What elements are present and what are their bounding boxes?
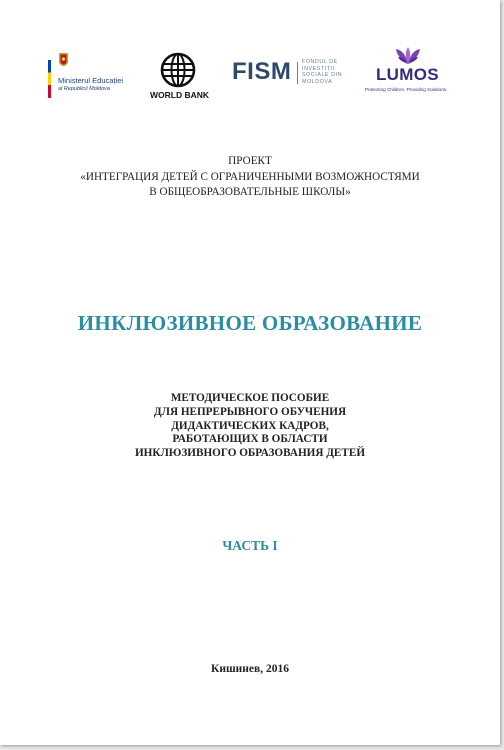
subtitle-line-5: ИНКЛЮЗИВНОГО ОБРАЗОВАНИЯ ДЕТЕЙ bbox=[134, 447, 366, 460]
ministry-country: al Republicii Moldova bbox=[58, 86, 110, 92]
subtitle-line-3: ДИДАКТИЧЕСКИХ КАДРОВ, bbox=[171, 419, 329, 432]
subtitle-line-2: ДЛЯ НЕПРЕРЫВНОГО ОБУЧЕНИЯ bbox=[153, 405, 347, 418]
globe-icon bbox=[160, 52, 196, 88]
ministry-name: Ministerul Educației bbox=[58, 76, 124, 85]
document-subtitle bbox=[0, 392, 500, 461]
fism-abbr: FISM bbox=[232, 58, 292, 85]
part-label: ЧАСТЬ I bbox=[222, 538, 278, 553]
fism-line-2: INVESTIȚII bbox=[302, 65, 335, 72]
project-heading bbox=[0, 154, 500, 201]
subtitle-line-1: МЕТОДИЧЕСКОЕ ПОСОБИЕ bbox=[170, 392, 330, 404]
fism-line-1: FONDUL DE bbox=[302, 59, 338, 65]
project-line-1: ПРОЕКТ bbox=[228, 155, 272, 167]
document-title: ИНКЛЮЗИВНОЕ ОБРАЗОВАНИЕ bbox=[77, 311, 423, 335]
city-year: Кишинев, 2016 bbox=[211, 663, 289, 675]
world-bank-label: WORLD BANK bbox=[150, 90, 210, 100]
project-line-3: В ОБЩЕОБРАЗОВАТЕЛЬНЫЕ ШКОЛЫ» bbox=[149, 186, 351, 198]
fism-line-3: SOCIALE DIN bbox=[302, 72, 343, 79]
fism-full-name bbox=[302, 59, 342, 85]
flag-stripe bbox=[48, 60, 51, 98]
flower-icon bbox=[393, 46, 423, 66]
fism-line-4: MOLDOVA bbox=[302, 78, 333, 85]
coat-of-arms-icon bbox=[58, 52, 69, 70]
lumos-tagline: Protecting Children. Providing Solutions. bbox=[365, 87, 448, 92]
lumos-logo bbox=[365, 46, 455, 98]
project-line-2: «ИНТЕГРАЦИЯ ДЕТЕЙ С ОГРАНИЧЕННЫМИ ВОЗМОЖНОСТЯМИ bbox=[80, 170, 420, 183]
fism-divider bbox=[297, 62, 298, 84]
world-bank-logo bbox=[150, 52, 212, 100]
partner-logos bbox=[0, 46, 500, 106]
lumos-name: LUMOS bbox=[376, 65, 439, 84]
subtitle-line-4: РАБОТАЮЩИХ В ОБЛАСТИ bbox=[172, 433, 328, 446]
fism-logo bbox=[232, 56, 347, 86]
